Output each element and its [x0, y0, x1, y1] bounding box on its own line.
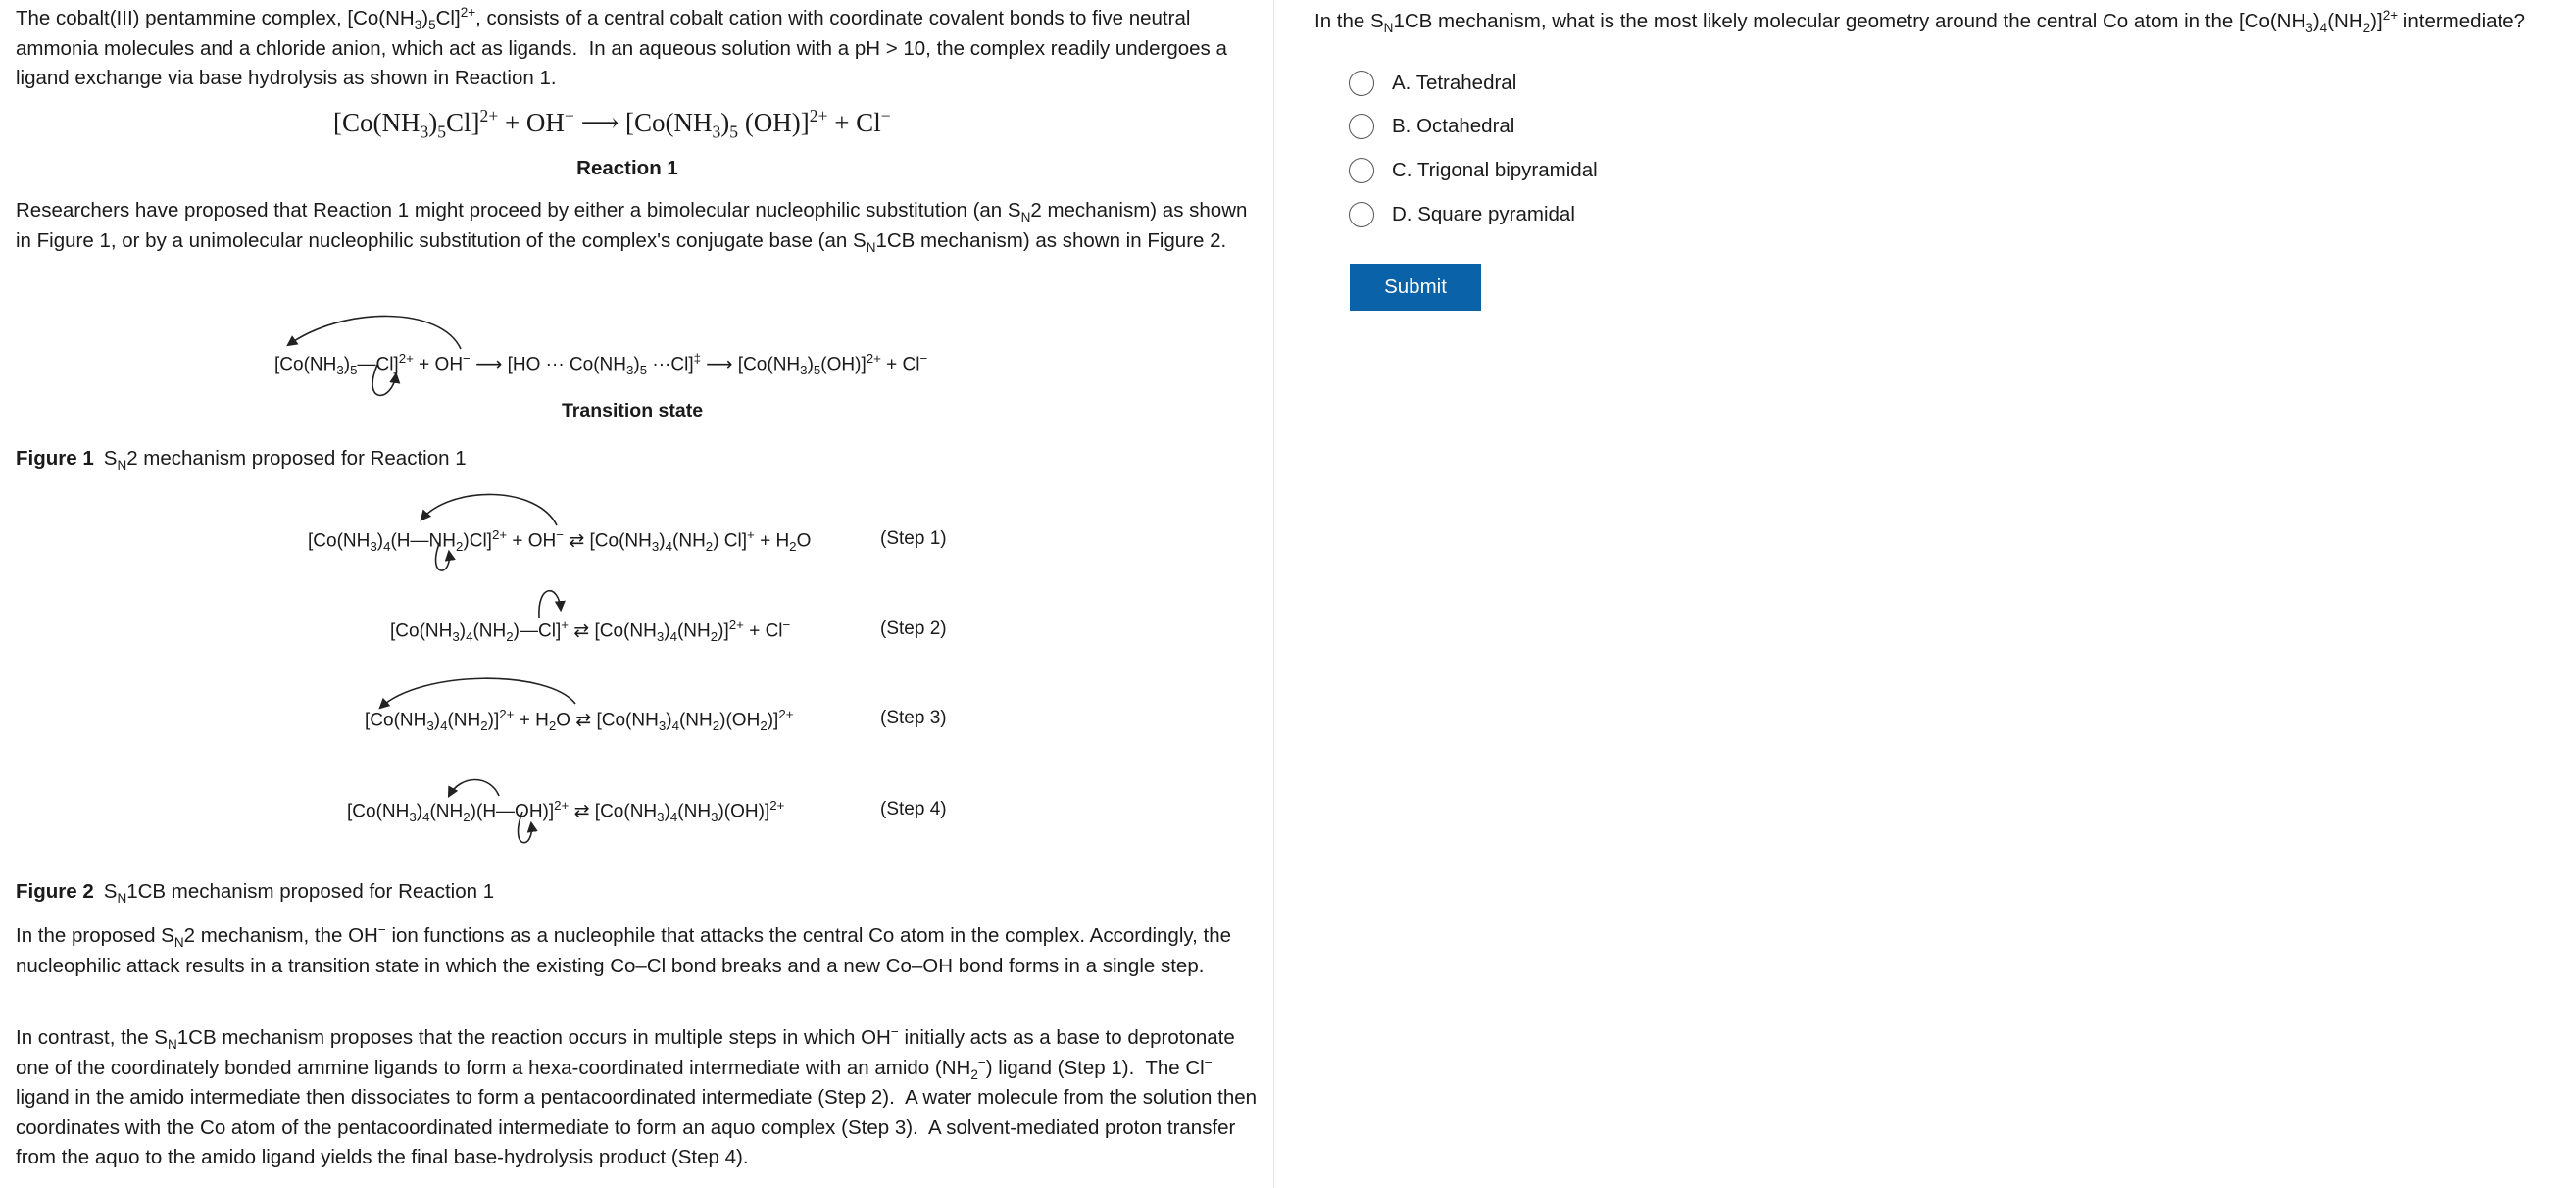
question-text: In the $S_N1CB$ mechanism, what is the most likely molecular geometry around the central Co atom in the $[Co(NH_3)_4(NH_2)]^{2+}$ intermediate? — [1314, 8, 2526, 36]
figure1-caption: Figure 1 $S_N2$ mechanism proposed for Reaction 1 — [16, 447, 467, 473]
answer-option-c[interactable] — [1349, 156, 1598, 185]
step3-equation: $[Co(NH_3)_4(NH_2)]^{2+} + H_2O$ ⇄ $[Co(NH_3)_4(NH_2)(OH_2)]^{2+}$ — [365, 707, 794, 734]
option-letter-c: C. — [1392, 159, 1412, 181]
option-text-d: Square pyramidal — [1417, 203, 1575, 225]
passage-panel — [0, 0, 1274, 1188]
step2-equation: $[Co(NH_3)_4(NH_2)—Cl]^+$ ⇄ $[Co(NH_3)_4(NH_2)]^{2+} + Cl^-$ — [390, 618, 791, 645]
figure2-caption: Figure 2 $S_N1CB$ mechanism proposed for Reaction 1 — [16, 880, 495, 907]
radio-button-d[interactable] — [1349, 202, 1374, 227]
radio-button-a[interactable] — [1349, 71, 1374, 96]
radio-button-b[interactable] — [1349, 114, 1374, 139]
passage-paragraph-3: In the proposed $S_N2$ mechanism, the OH− ion functions as a nucleophile that attacks the central Co atom in the complex. Accordingly, the nucleophilic attack results in a transition state in which the existing Co–Cl bond breaks and a new Co–OH bond forms in a single step. — [16, 922, 1232, 977]
option-text-a: Tetrahedral — [1415, 72, 1517, 94]
step1-equation: $[Co(NH_3)_4(H—NH_2)Cl]^{2+} + OH^-$ ⇄ $[Co(NH_3)_4(NH_2) Cl]^+ + H_2O$ — [308, 527, 812, 555]
question-panel — [1275, 0, 2576, 1188]
option-letter-b: B. — [1392, 115, 1412, 137]
option-text-c: Trigonal bipyramidal — [1416, 159, 1598, 181]
passage-paragraph-4: In contrast, the $S_N1CB$ mechanism proposes that the reaction occurs in multiple steps in which OH− initially acts as a base to deprotonate one of the coordinately bonded ammine ligands to form a hexa-coordinated intermediate with an amido $(NH_2^-)$ ligand (Step 1). The Cl− ligand in the amido intermediate then dissociates to form a pentacoordinated intermediate (Step 2). A water molecule from the solution then coordinates with the Co atom of the pentacoordinated intermediate to form an aquo complex (Step 3). A solvent-mediated proton transfer from the aquo to the amido ligand yields the final base-hydrolysis product (Step 4). — [16, 1024, 1258, 1168]
step2-label: (Step 2) — [880, 619, 947, 639]
reaction1-label: Reaction 1 — [576, 157, 678, 179]
option-letter-a: A. — [1392, 72, 1412, 94]
figure1-label: Figure 1 — [16, 447, 94, 470]
answer-option-a[interactable] — [1349, 69, 1516, 98]
figure2-label: Figure 2 — [16, 880, 94, 903]
option-letter-d: D. — [1392, 203, 1412, 225]
step1-label: (Step 1) — [880, 528, 947, 549]
step3-label: (Step 3) — [880, 708, 947, 728]
option-text-b: Octahedral — [1416, 115, 1515, 137]
reaction1-equation: $[Co(NH_3)_5Cl]^{2+} + OH^-$ ⟶ [$Co(NH_3)_5$ (OH)]$^{2+}$ + Cl− — [333, 106, 891, 142]
answer-option-d[interactable] — [1349, 200, 1575, 229]
submit-button[interactable]: Submit — [1350, 264, 1481, 311]
transition-state-label: Transition state — [561, 400, 704, 421]
step4-equation: $[Co(NH_3)_4(NH_2)(H—OH)]^{2+}$ ⇄ $[Co(NH_3)_4(NH_3)(OH)]^{2+}$ — [347, 798, 785, 825]
figure1-equation: $[Co(NH_3)_5—Cl]^{2+} + OH^-$ ⟶ [HO ··· $Co(NH_3)_5 \cdot\cdot\cdot Cl]^\ddagger$ ⟶ $[Co(NH_3)_5(OH)]^{2+} + Cl^-$ — [274, 351, 928, 378]
passage-intro: The cobalt(III) pentammine complex, $[Co(NH_3)_5Cl]^{2+}$, consists of a central cobalt cation with coordinate covalent bonds to five neutral ammonia molecules and a chloride anion, which act as ligands. In an aqueous solution with a pH > 10, the complex readily undergoes a ligand exchange via base hydrolysis as shown in Reaction 1. — [16, 5, 1227, 89]
step4-label: (Step 4) — [880, 799, 947, 819]
radio-button-c[interactable] — [1349, 158, 1374, 183]
passage-paragraph-2: Researchers have proposed that Reaction 1 might proceed by either a bimolecular nucleophilic substitution (an $S_N2$ mechanism) as shown in Figure 1, or by a unimolecular nucleophilic substitution of the complex's conjugate base (an $S_N1CB$ mechanism) as shown in Figure 2. — [16, 199, 1248, 255]
answer-option-b[interactable] — [1349, 112, 1514, 141]
